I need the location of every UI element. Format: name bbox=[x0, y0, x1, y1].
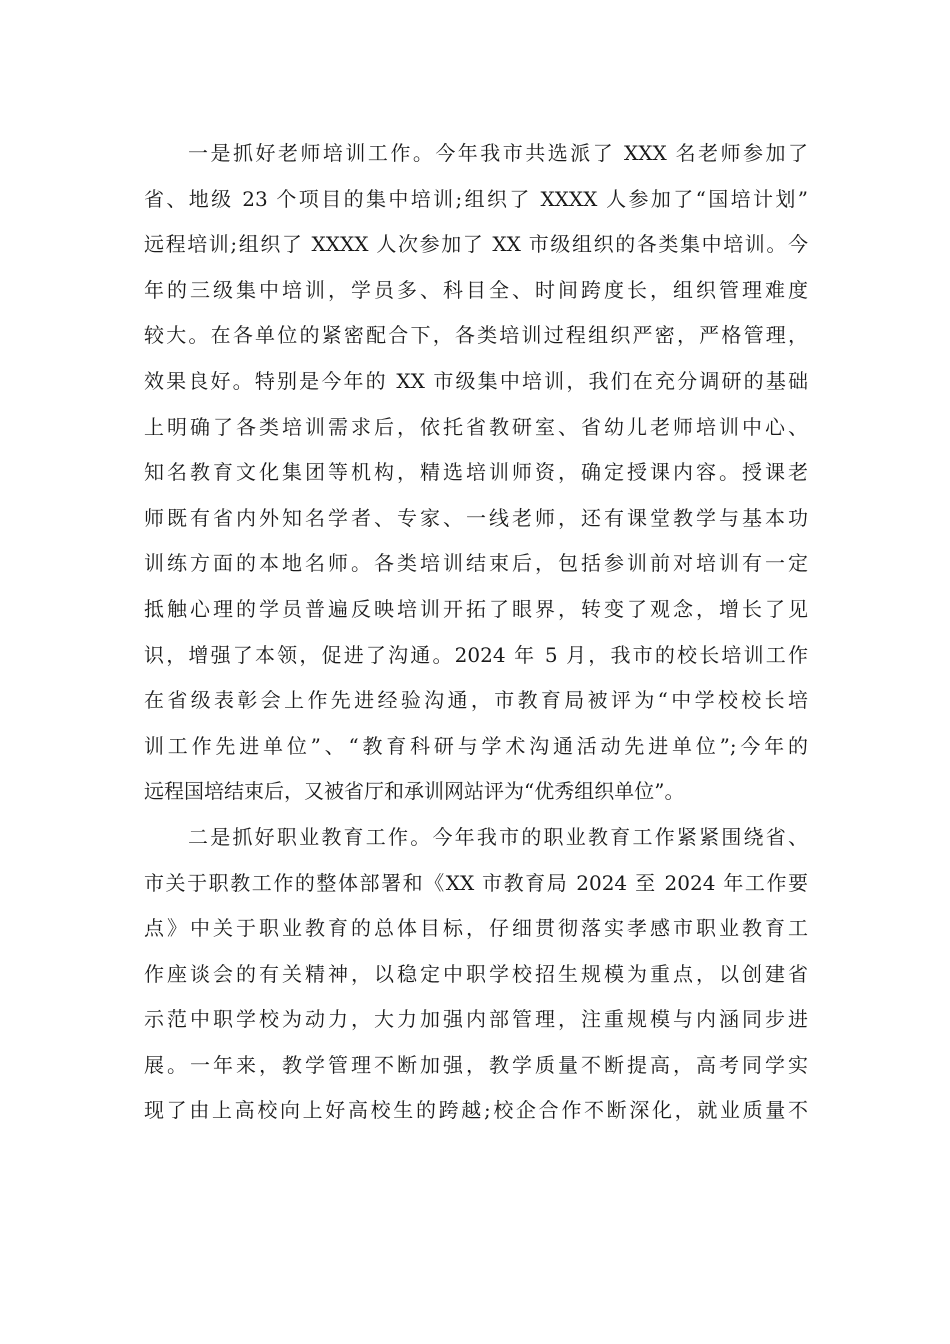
paragraph-line: 省、地级 23 个项目的集中培训;组织了 XXXX 人参加了“国培计划” bbox=[144, 186, 808, 211]
paragraph-line: 抵触心理的学员普遍反映培训开拓了眼界，转变了观念，增长了见 bbox=[144, 596, 808, 621]
paragraph-teacher-training bbox=[144, 131, 808, 815]
paragraph-line: 训工作先进单位”、“教育科研与学术沟通活动先进单位”;今年的 bbox=[144, 733, 808, 758]
paragraph-line: 师既有省内外知名学者、专家、一线老师，还有课堂教学与基本功 bbox=[144, 505, 808, 530]
paragraph-line: 远程培训;组织了 XXXX 人次参加了 XX 市级组织的各类集中培训。今 bbox=[144, 232, 808, 257]
paragraph-line: 训练方面的本地名师。各类培训结束后，包括参训前对培训有一定 bbox=[144, 551, 808, 576]
paragraph-line: 二是抓好职业教育工作。今年我市的职业教育工作紧紧围绕省、 bbox=[188, 824, 808, 849]
paragraph-line: 知名教育文化集团等机构，精选培训师资，确定授课内容。授课老 bbox=[144, 460, 808, 485]
paragraph-line: 年的三级集中培训，学员多、科目全、时间跨度长，组织管理难度 bbox=[144, 277, 808, 302]
paragraph-line: 效果良好。特别是今年的 XX 市级集中培训，我们在充分调研的基础 bbox=[144, 368, 808, 393]
paragraph-line: 识，增强了本领，促进了沟通。2024 年 5 月，我市的校长培训工作 bbox=[144, 642, 808, 667]
document-body bbox=[144, 131, 808, 1134]
paragraph-line: 点》中关于职业教育的总体目标，仔细贯彻落实孝感市职业教育工 bbox=[144, 916, 808, 941]
paragraph-line: 现了由上高校向上好高校生的跨越;校企合作不断深化，就业质量不 bbox=[144, 1098, 808, 1123]
paragraph-line: 作座谈会的有关精神，以稳定中职学校招生规模为重点，以创建省 bbox=[144, 961, 808, 986]
paragraph-line: 一是抓好老师培训工作。今年我市共选派了 XXX 名老师参加了 bbox=[188, 141, 808, 165]
paragraph-line: 示范中职学校为动力，大力加强内部管理，注重规模与内涵同步进 bbox=[144, 1007, 808, 1032]
paragraph-line: 上明确了各类培训需求后，依托省教研室、省幼儿老师培训中心、 bbox=[144, 414, 808, 439]
paragraph-vocational-education bbox=[144, 815, 808, 1134]
paragraph-line: 展。一年来，教学管理不断加强，教学质量不断提高，高考同学实 bbox=[144, 1052, 808, 1077]
paragraph-line: 市关于职教工作的整体部署和《XX 市教育局 2024 至 2024 年工作要 bbox=[144, 870, 808, 895]
paragraph-line: 远程国培结束后，又被省厅和承训网站评为“优秀组织单位”。 bbox=[144, 779, 685, 804]
paragraph-line: 在省级表彰会上作先进经验沟通，市教育局被评为“中学校校长培 bbox=[144, 688, 808, 713]
paragraph-line: 较大。在各单位的紧密配合下，各类培训过程组织严密，严格管理， bbox=[144, 323, 808, 348]
